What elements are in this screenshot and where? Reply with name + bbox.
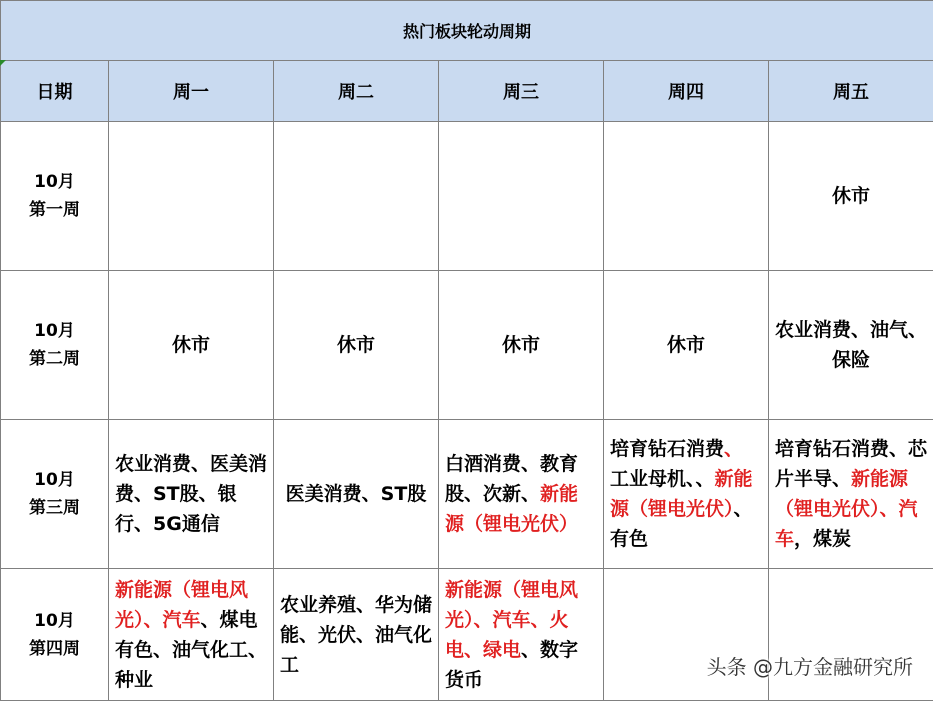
sector-text: 农业消费、油气、保险 — [775, 319, 928, 371]
day-cell — [604, 271, 769, 420]
table-row — [1, 420, 933, 569]
cell-text — [439, 575, 603, 695]
day-cell — [439, 122, 604, 271]
cell-text — [496, 330, 546, 360]
cell-text — [769, 315, 933, 375]
header-friday: 周五 — [769, 61, 933, 122]
header-date: 日期 — [1, 61, 109, 122]
table-title: 热门板块轮动周期 — [1, 1, 933, 61]
date-month: 10月 — [34, 172, 75, 192]
date-month: 10月 — [34, 470, 75, 490]
sector-text: 、数字货币 — [445, 638, 579, 691]
cell-text — [274, 590, 438, 680]
day-cell — [604, 569, 769, 701]
cell-text — [109, 449, 273, 539]
highlight-text: 新能源（锂电光伏） — [445, 483, 579, 535]
day-cell — [274, 420, 439, 569]
sector-text: 、有色 — [610, 498, 753, 550]
cell-text — [661, 330, 711, 360]
date-month: 10月 — [34, 610, 75, 631]
table-row — [1, 122, 933, 271]
sector-text: 培育钻石消费 — [610, 438, 725, 460]
sector-text: ，煤炭 — [794, 528, 852, 550]
sector-text: 培育钻石消费、芯片半导、 — [775, 438, 928, 490]
date-week: 第二周 — [29, 349, 80, 369]
day-cell — [109, 569, 274, 701]
day-cell — [109, 420, 274, 569]
date-week: 第一周 — [29, 200, 80, 220]
header-thursday: 周四 — [604, 61, 769, 122]
date-cell — [1, 122, 109, 271]
cell-text — [826, 181, 876, 211]
sector-text: 休市 — [336, 334, 375, 356]
highlight-text: 新能源（锂电光伏） — [610, 468, 753, 520]
date-cell — [1, 420, 109, 569]
day-cell — [604, 122, 769, 271]
highlight-text: 新能源（锂电风光）、汽车、火电、绿电 — [445, 578, 579, 661]
day-cell — [769, 122, 933, 271]
sector-text: 农业消费、医美消费、ST股、银行、5G通信 — [115, 453, 268, 535]
day-cell — [439, 569, 604, 701]
sector-text: 休市 — [666, 334, 705, 356]
table-row — [1, 271, 933, 420]
day-cell — [109, 122, 274, 271]
day-cell — [109, 271, 274, 420]
sector-text: 休市 — [171, 334, 210, 356]
sector-text: 白酒消费、教育股、次新、 — [445, 453, 579, 505]
date-week: 第四周 — [29, 638, 80, 659]
sector-text: 、煤电有色、油气化工、种业 — [115, 608, 268, 691]
cell-text — [331, 330, 381, 360]
highlight-text: 新能源（锂电光伏）、汽车 — [775, 468, 918, 550]
header-row — [1, 61, 933, 122]
cell-text — [109, 575, 273, 695]
date-week: 第三周 — [29, 498, 80, 518]
header-wednesday: 周三 — [439, 61, 604, 122]
date-cell — [1, 569, 109, 701]
highlight-text: 新能源（锂电风光）、汽车 — [115, 578, 249, 631]
cell-text — [769, 434, 933, 554]
corner-marker-icon — [0, 60, 6, 66]
header-monday: 周一 — [109, 61, 274, 122]
watermark: 头条 @九方金融研究所 — [706, 655, 913, 679]
date-cell — [1, 271, 109, 420]
day-cell — [439, 420, 604, 569]
date-month: 10月 — [34, 321, 75, 341]
sector-text: 医美消费、ST股 — [285, 483, 427, 505]
sector-text: 休市 — [832, 185, 871, 207]
header-tuesday: 周二 — [274, 61, 439, 122]
title-row — [1, 1, 933, 61]
cell-text — [280, 479, 433, 509]
day-cell — [439, 271, 604, 420]
day-cell — [769, 271, 933, 420]
day-cell — [274, 569, 439, 701]
day-cell — [769, 569, 933, 701]
table-row — [1, 569, 933, 701]
sector-text: 工业母机、、 — [610, 468, 715, 490]
highlight-text: 、 — [724, 438, 744, 460]
sector-text: 农业养殖、华为储能、光伏、油气化工 — [280, 593, 433, 676]
cell-text — [439, 449, 603, 539]
day-cell — [274, 122, 439, 271]
day-cell — [769, 420, 933, 569]
sector-text: 休市 — [501, 334, 540, 356]
cell-text — [604, 434, 768, 554]
day-cell — [274, 271, 439, 420]
cell-text — [166, 330, 216, 360]
day-cell — [604, 420, 769, 569]
